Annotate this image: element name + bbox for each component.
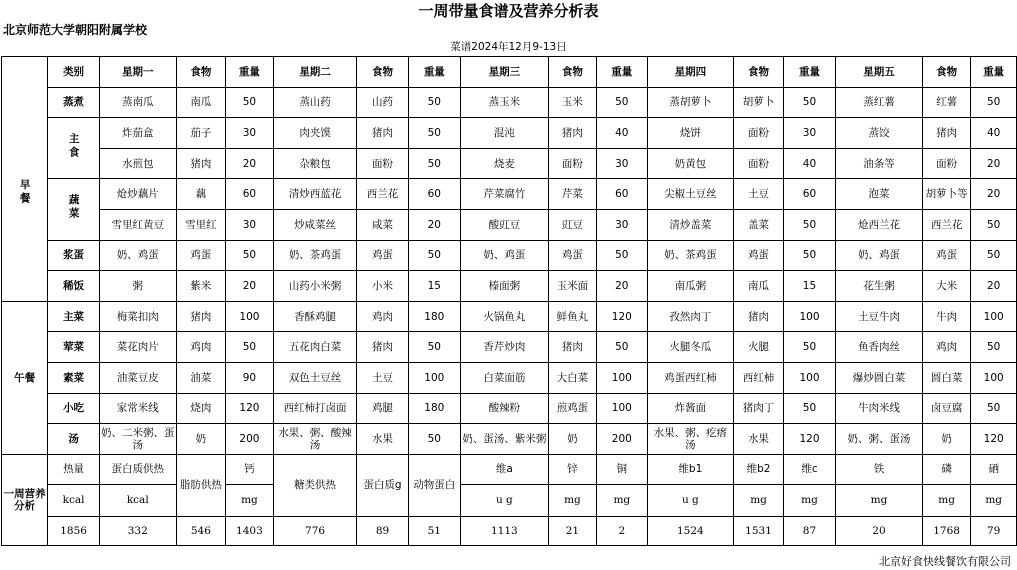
nutrient-label: 硒 <box>971 454 1017 484</box>
weight-cell: 60 <box>408 179 460 210</box>
food-cell: 藕 <box>176 179 225 210</box>
weight-cell: 50 <box>971 240 1017 271</box>
food-cell: 鸡蛋 <box>922 240 971 271</box>
category-cell: 主食 <box>48 118 100 179</box>
food-cell: 猪肉 <box>548 332 596 363</box>
header-food: 食物 <box>176 57 225 88</box>
nutrient-value: 89 <box>357 516 408 545</box>
dish-cell: 水煎包 <box>99 148 176 179</box>
food-cell: 鸡肉 <box>176 332 225 363</box>
nutrient-unit: kcal <box>99 484 176 516</box>
dish-cell: 清炒盖菜 <box>647 209 734 240</box>
food-cell: 鸡肉 <box>922 332 971 363</box>
weight-cell: 50 <box>226 87 274 118</box>
food-cell: 土豆 <box>734 179 784 210</box>
food-cell: 面粉 <box>357 148 408 179</box>
food-cell: 山药 <box>357 87 408 118</box>
food-cell: 咸菜 <box>357 209 408 240</box>
food-cell: 面粉 <box>734 148 784 179</box>
food-cell: 猪肉 <box>548 118 596 149</box>
nutrition-label-row <box>2 454 1017 484</box>
weight-cell: 30 <box>226 118 274 149</box>
weight-cell: 100 <box>597 393 647 424</box>
meal-label-weekly: 一周营养分析 <box>2 454 48 545</box>
nutrient-value: 2 <box>597 516 647 545</box>
dish-cell: 油菜豆皮 <box>99 362 176 393</box>
dish-cell: 奶、二米粥、蛋汤 <box>99 424 176 455</box>
nutrient-unit: kcal <box>48 484 100 516</box>
dish-cell: 火腿冬瓜 <box>647 332 734 363</box>
dish-cell: 雪里红黄豆 <box>99 209 176 240</box>
food-cell: 水果 <box>734 424 784 455</box>
dish-cell: 家常米线 <box>99 393 176 424</box>
nutrient-label: 维b2 <box>734 454 784 484</box>
food-cell: 土豆 <box>357 362 408 393</box>
weight-cell: 20 <box>408 209 460 240</box>
food-cell: 小米 <box>357 271 408 302</box>
dish-cell: 梅菜扣肉 <box>99 301 176 332</box>
weight-cell: 50 <box>408 424 460 455</box>
weight-cell: 100 <box>597 362 647 393</box>
nutrient-value: 1403 <box>226 516 274 545</box>
dish-cell: 榛面粥 <box>461 271 549 302</box>
food-cell: 芹菜 <box>548 179 596 210</box>
weight-cell: 120 <box>783 424 835 455</box>
meal-label-lunch: 午餐 <box>2 301 48 454</box>
food-cell: 玉米 <box>548 87 596 118</box>
nutrient-label: 钙 <box>226 454 274 484</box>
nutrient-unit: mg <box>597 484 647 516</box>
table-row <box>2 393 1017 424</box>
header-weight: 重量 <box>597 57 647 88</box>
nutrient-value: 51 <box>408 516 460 545</box>
weight-cell: 40 <box>783 148 835 179</box>
table-row <box>2 179 1017 210</box>
weight-cell: 30 <box>226 209 274 240</box>
table-row <box>2 240 1017 271</box>
nutrient-label: 维c <box>783 454 835 484</box>
nutrient-unit: mg <box>783 484 835 516</box>
dish-cell: 菜花肉片 <box>99 332 176 363</box>
nutrient-unit: mg <box>922 484 971 516</box>
dish-cell: 炒咸菜丝 <box>273 209 357 240</box>
food-cell: 水果 <box>357 424 408 455</box>
weight-cell: 100 <box>971 362 1017 393</box>
nutrient-value: 20 <box>836 516 923 545</box>
weight-cell: 180 <box>408 393 460 424</box>
header-food: 食物 <box>922 57 971 88</box>
dish-cell: 酸辣粉 <box>461 393 549 424</box>
nutrient-label: 蛋白质g <box>357 454 408 516</box>
dish-cell: 芹菜腐竹 <box>461 179 549 210</box>
weight-cell: 100 <box>408 362 460 393</box>
food-cell: 面粉 <box>734 118 784 149</box>
dish-cell: 牛肉米线 <box>836 393 923 424</box>
header-day-2: 星期二 <box>273 57 357 88</box>
dish-cell: 奶黄包 <box>647 148 734 179</box>
nutrient-value: 1524 <box>647 516 734 545</box>
food-cell: 猪肉丁 <box>734 393 784 424</box>
dish-cell: 尖椒土豆丝 <box>647 179 734 210</box>
nutrient-value: 1531 <box>734 516 784 545</box>
header-food: 食物 <box>548 57 596 88</box>
dish-cell: 奶、茶鸡蛋 <box>647 240 734 271</box>
dish-cell: 蒸胡萝卜 <box>647 87 734 118</box>
food-cell: 盖菜 <box>734 209 784 240</box>
table-row <box>2 148 1017 179</box>
corner-cell <box>2 57 48 88</box>
weight-cell: 50 <box>971 87 1017 118</box>
meal-label-breakfast: 早餐 <box>2 87 48 301</box>
dish-cell: 双色土豆丝 <box>273 362 357 393</box>
weight-cell: 50 <box>408 148 460 179</box>
food-cell: 火腿 <box>734 332 784 363</box>
weight-cell: 30 <box>597 209 647 240</box>
weight-cell: 20 <box>971 179 1017 210</box>
category-cell: 荤菜 <box>48 332 100 363</box>
nutrient-label: 蛋白质供热 <box>99 454 176 484</box>
nutrient-value: 87 <box>783 516 835 545</box>
weight-cell: 50 <box>408 240 460 271</box>
dish-cell: 炸酱面 <box>647 393 734 424</box>
page-title: 一周带量食谱及营养分析表 <box>418 2 599 20</box>
table-row <box>2 271 1017 302</box>
nutrient-value: 21 <box>548 516 596 545</box>
nutrient-value: 776 <box>273 516 357 545</box>
dish-cell: 奶、蛋汤、紫米粥 <box>461 424 549 455</box>
nutrient-value: 1768 <box>922 516 971 545</box>
dish-cell: 炝炒藕片 <box>99 179 176 210</box>
header-day-1: 星期一 <box>99 57 176 88</box>
dish-cell: 花生粥 <box>836 271 923 302</box>
company-name: 北京好食快线餐饮有限公司 <box>879 555 1011 568</box>
dish-cell: 蒸山药 <box>273 87 357 118</box>
header-day-5: 星期五 <box>836 57 923 88</box>
header-category: 类别 <box>48 57 100 88</box>
dish-cell: 肉夹馍 <box>273 118 357 149</box>
food-cell: 牛肉 <box>922 301 971 332</box>
table-row <box>2 301 1017 332</box>
weight-cell: 200 <box>597 424 647 455</box>
weight-cell: 20 <box>971 271 1017 302</box>
weight-cell: 50 <box>226 240 274 271</box>
dish-cell: 清炒西蓝花 <box>273 179 357 210</box>
food-cell: 大白菜 <box>548 362 596 393</box>
header-day-4: 星期四 <box>647 57 734 88</box>
dish-cell: 奶、鸡蛋 <box>461 240 549 271</box>
dish-cell: 五花肉白菜 <box>273 332 357 363</box>
category-cell: 浆蛋 <box>48 240 100 271</box>
nutrient-value: 1856 <box>48 516 100 545</box>
dish-cell: 爆炒圆白菜 <box>836 362 923 393</box>
food-cell: 鸡肉 <box>357 301 408 332</box>
weight-cell: 60 <box>783 179 835 210</box>
dish-cell: 火锅鱼丸 <box>461 301 549 332</box>
nutrient-unit: mg <box>548 484 596 516</box>
nutrition-unit-row <box>2 484 1017 516</box>
weight-cell: 50 <box>597 332 647 363</box>
weight-cell: 40 <box>597 118 647 149</box>
header-weight: 重量 <box>226 57 274 88</box>
category-cell: 主菜 <box>48 301 100 332</box>
food-cell: 奶 <box>176 424 225 455</box>
nutrient-unit: u g <box>647 484 734 516</box>
nutrient-value: 546 <box>176 516 225 545</box>
food-cell: 烧肉 <box>176 393 225 424</box>
dish-cell: 奶、鸡蛋 <box>99 240 176 271</box>
weight-cell: 15 <box>783 271 835 302</box>
nutrient-label: 铁 <box>836 454 923 484</box>
category-cell: 汤 <box>48 424 100 455</box>
nutrient-value: 79 <box>971 516 1017 545</box>
dish-cell: 香酥鸡腿 <box>273 301 357 332</box>
food-cell: 圆白菜 <box>922 362 971 393</box>
dish-cell: 蒸南瓜 <box>99 87 176 118</box>
dish-cell: 孜然肉丁 <box>647 301 734 332</box>
nutrient-unit: mg <box>836 484 923 516</box>
nutrient-label: 维b1 <box>647 454 734 484</box>
table-row <box>2 209 1017 240</box>
food-cell: 南瓜 <box>176 87 225 118</box>
nutrient-label: 铜 <box>597 454 647 484</box>
table-row <box>2 332 1017 363</box>
food-cell: 鸡腿 <box>357 393 408 424</box>
weight-cell: 50 <box>226 332 274 363</box>
weight-cell: 50 <box>971 332 1017 363</box>
food-cell: 茄子 <box>176 118 225 149</box>
food-cell: 猪肉 <box>734 301 784 332</box>
dish-cell: 水果、粥、疙瘩汤 <box>647 424 734 455</box>
dish-cell: 山药小米粥 <box>273 271 357 302</box>
header-food: 食物 <box>357 57 408 88</box>
dish-cell: 炝西兰花 <box>836 209 923 240</box>
dish-cell: 泡菜 <box>836 179 923 210</box>
food-cell: 猪肉 <box>357 332 408 363</box>
food-cell: 西红柿 <box>734 362 784 393</box>
food-cell: 雪里红 <box>176 209 225 240</box>
weight-cell: 20 <box>597 271 647 302</box>
dish-cell: 炸茄盒 <box>99 118 176 149</box>
weight-cell: 100 <box>226 301 274 332</box>
weight-cell: 50 <box>783 209 835 240</box>
nutrient-label: 锌 <box>548 454 596 484</box>
food-cell: 紫米 <box>176 271 225 302</box>
food-cell: 鸡蛋 <box>357 240 408 271</box>
weight-cell: 50 <box>783 240 835 271</box>
table-row <box>2 118 1017 149</box>
dish-cell: 奶、粥、蛋汤 <box>836 424 923 455</box>
nutrient-unit: u g <box>461 484 549 516</box>
food-cell: 红薯 <box>922 87 971 118</box>
weight-cell: 50 <box>783 393 835 424</box>
food-cell: 面粉 <box>548 148 596 179</box>
dish-cell: 鸡蛋西红柿 <box>647 362 734 393</box>
food-cell: 玉米面 <box>548 271 596 302</box>
food-cell: 奶 <box>922 424 971 455</box>
dish-cell: 南瓜粥 <box>647 271 734 302</box>
dish-cell: 鱼香肉丝 <box>836 332 923 363</box>
food-cell: 猪肉 <box>176 148 225 179</box>
nutrient-unit: mg <box>226 484 274 516</box>
food-cell: 煎鸡蛋 <box>548 393 596 424</box>
nutrient-unit: mg <box>971 484 1017 516</box>
dish-cell: 油条等 <box>836 148 923 179</box>
category-cell: 蔬菜 <box>48 179 100 240</box>
nutrient-label: 动物蛋白 <box>408 454 460 516</box>
weight-cell: 200 <box>226 424 274 455</box>
dish-cell: 奶、茶鸡蛋 <box>273 240 357 271</box>
nutrient-label: 维a <box>461 454 549 484</box>
weight-cell: 50 <box>597 87 647 118</box>
weight-cell: 50 <box>783 332 835 363</box>
dish-cell: 西红柿打卤面 <box>273 393 357 424</box>
weight-cell: 50 <box>783 87 835 118</box>
dish-cell: 粥 <box>99 271 176 302</box>
header-row <box>2 57 1017 88</box>
food-cell: 大米 <box>922 271 971 302</box>
food-cell: 猪肉 <box>176 301 225 332</box>
food-cell: 面粉 <box>922 148 971 179</box>
food-cell: 西兰花 <box>922 209 971 240</box>
weight-cell: 20 <box>226 271 274 302</box>
weight-cell: 15 <box>408 271 460 302</box>
header-weight: 重量 <box>971 57 1017 88</box>
nutrient-value: 332 <box>99 516 176 545</box>
dish-cell: 香芹炒肉 <box>461 332 549 363</box>
dish-cell: 酸豇豆 <box>461 209 549 240</box>
category-cell: 稀饭 <box>48 271 100 302</box>
dish-cell: 烧麦 <box>461 148 549 179</box>
weight-cell: 90 <box>226 362 274 393</box>
weight-cell: 50 <box>408 87 460 118</box>
weight-cell: 60 <box>226 179 274 210</box>
weight-cell: 100 <box>783 301 835 332</box>
weight-cell: 180 <box>408 301 460 332</box>
weight-cell: 20 <box>226 148 274 179</box>
food-cell: 猪肉 <box>357 118 408 149</box>
table-row <box>2 87 1017 118</box>
weight-cell: 100 <box>783 362 835 393</box>
food-cell: 鲜鱼丸 <box>548 301 596 332</box>
table-row <box>2 362 1017 393</box>
dish-cell: 土豆牛肉 <box>836 301 923 332</box>
nutrition-menu-table <box>1 56 1017 546</box>
header-food: 食物 <box>734 57 784 88</box>
food-cell: 西兰花 <box>357 179 408 210</box>
category-cell: 蒸煮 <box>48 87 100 118</box>
dish-cell: 烧饼 <box>647 118 734 149</box>
header-weight: 重量 <box>783 57 835 88</box>
weight-cell: 120 <box>597 301 647 332</box>
nutrient-label: 热量 <box>48 454 100 484</box>
food-cell: 猪肉 <box>922 118 971 149</box>
nutrient-label: 脂肪供热 <box>176 454 225 516</box>
category-cell: 小吃 <box>48 393 100 424</box>
dish-cell: 混沌 <box>461 118 549 149</box>
nutrition-value-row <box>2 516 1017 545</box>
dish-cell: 奶、鸡蛋 <box>836 240 923 271</box>
weight-cell: 50 <box>408 332 460 363</box>
weight-cell: 50 <box>971 209 1017 240</box>
header-weight: 重量 <box>408 57 460 88</box>
food-cell: 豇豆 <box>548 209 596 240</box>
dish-cell: 杂粮包 <box>273 148 357 179</box>
category-cell: 素菜 <box>48 362 100 393</box>
dish-cell: 蒸玉米 <box>461 87 549 118</box>
weight-cell: 50 <box>971 393 1017 424</box>
weight-cell: 100 <box>971 301 1017 332</box>
weight-cell: 50 <box>597 240 647 271</box>
weight-cell: 120 <box>971 424 1017 455</box>
nutrient-unit: mg <box>734 484 784 516</box>
food-cell: 鸡蛋 <box>548 240 596 271</box>
dish-cell: 白菜面筋 <box>461 362 549 393</box>
nutrient-label: 糖类供热 <box>273 454 357 516</box>
weight-cell: 30 <box>783 118 835 149</box>
weight-cell: 30 <box>597 148 647 179</box>
food-cell: 南瓜 <box>734 271 784 302</box>
food-cell: 鸡蛋 <box>734 240 784 271</box>
weight-cell: 40 <box>971 118 1017 149</box>
food-cell: 油菜 <box>176 362 225 393</box>
dish-cell: 蒸饺 <box>836 118 923 149</box>
weight-cell: 60 <box>597 179 647 210</box>
food-cell: 卤豆腐 <box>922 393 971 424</box>
nutrient-label: 磷 <box>922 454 971 484</box>
food-cell: 胡萝卜等 <box>922 179 971 210</box>
food-cell: 胡萝卜 <box>734 87 784 118</box>
food-cell: 鸡蛋 <box>176 240 225 271</box>
weight-cell: 50 <box>408 118 460 149</box>
nutrient-value: 1113 <box>461 516 549 545</box>
table-row <box>2 424 1017 455</box>
menu-date: 菜谱2024年12月9-13日 <box>450 41 567 53</box>
weight-cell: 120 <box>226 393 274 424</box>
school-name: 北京师范大学朝阳附属学校 <box>3 23 148 37</box>
header-day-3: 星期三 <box>461 57 549 88</box>
weight-cell: 20 <box>971 148 1017 179</box>
food-cell: 奶 <box>548 424 596 455</box>
dish-cell: 水果、粥、酸辣汤 <box>273 424 357 455</box>
dish-cell: 蒸红薯 <box>836 87 923 118</box>
